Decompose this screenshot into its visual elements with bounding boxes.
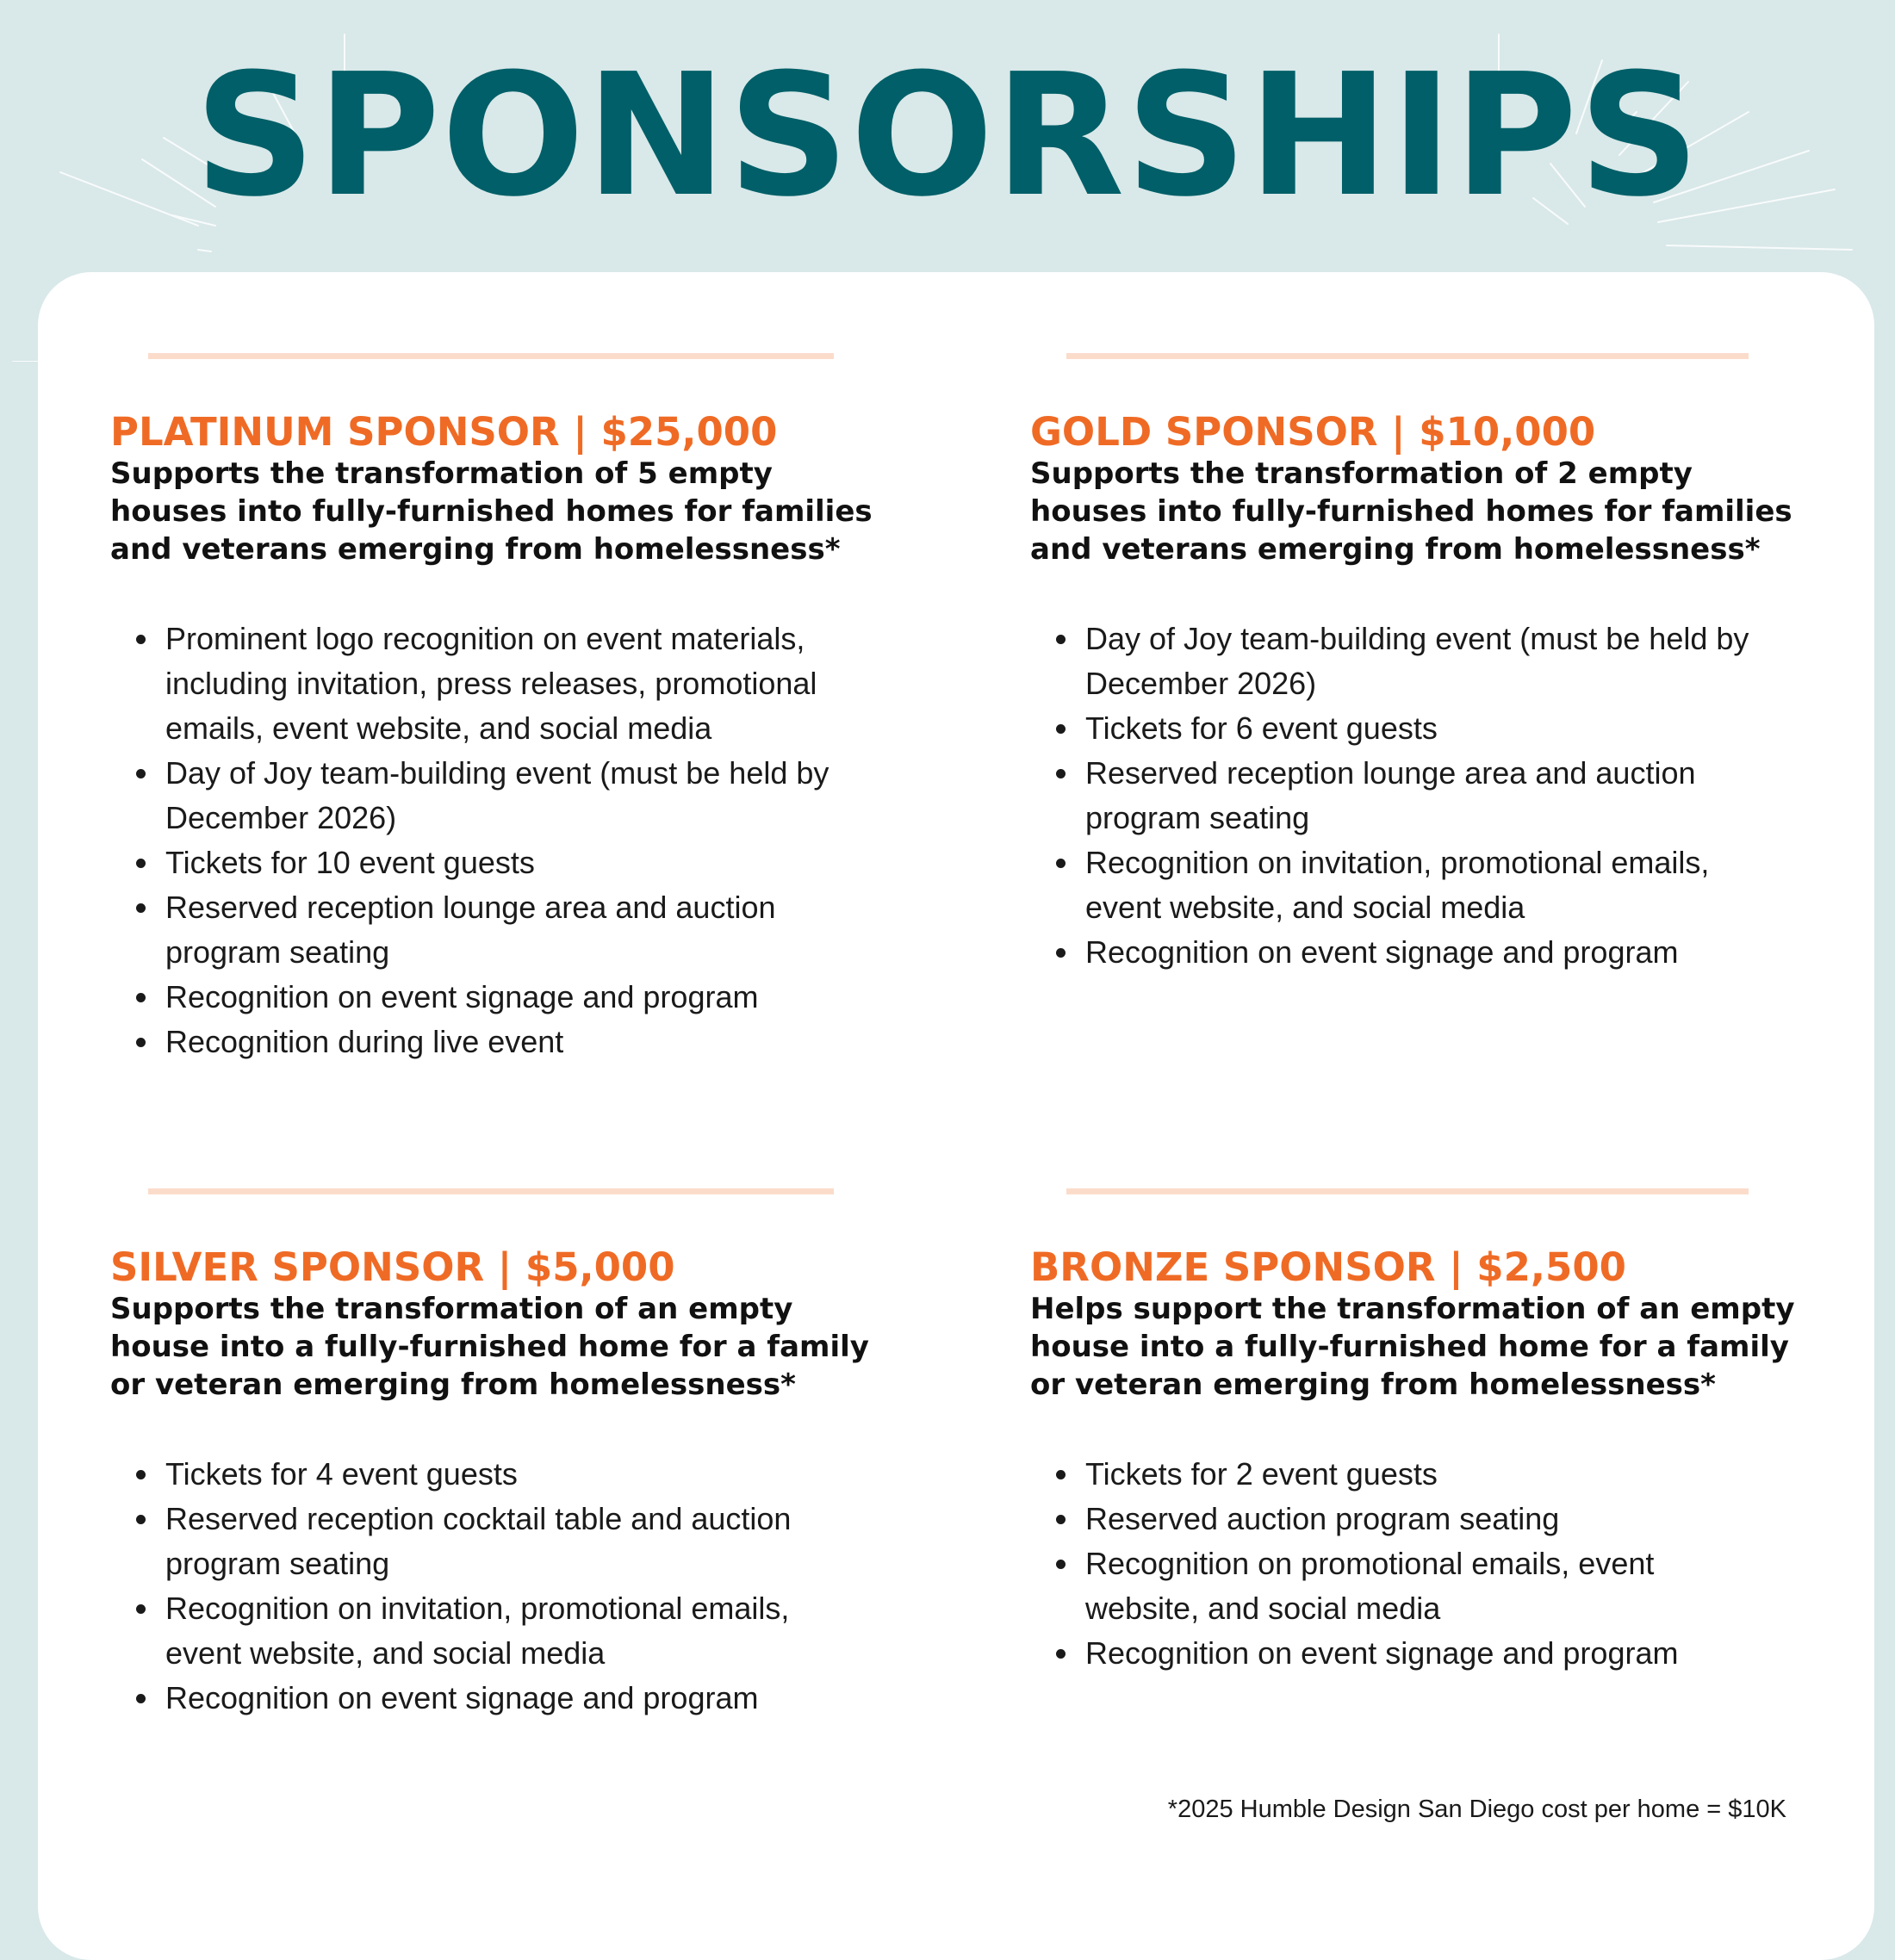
tier-title: GOLD SPONSOR | $10,000 <box>1030 409 1596 455</box>
footnote: *2025 Humble Design San Diego cost per home = $10K <box>1167 1796 1786 1823</box>
benefit-item: Recognition during live event <box>165 1020 854 1064</box>
tier-title: PLATINUM SPONSOR | $25,000 <box>110 409 778 455</box>
tier-divider <box>1066 353 1749 359</box>
tier-divider <box>148 1188 834 1194</box>
benefits-list <box>1030 1452 1788 1676</box>
benefit-item: Day of Joy team-building event (must be held by December 2026) <box>165 751 854 840</box>
tier-gold <box>1030 353 1792 975</box>
benefit-item: Recognition on promotional emails, event website, and social media <box>1085 1541 1774 1631</box>
tier-description: Supports the transformation of an empty house into a fully-furnished home for a family or veteran emerging from homelessness* <box>110 1292 869 1403</box>
benefit-item: Tickets for 4 event guests <box>165 1452 854 1497</box>
benefit-item: Recognition on event signage and program <box>1085 930 1774 975</box>
benefits-list <box>110 1452 868 1721</box>
tier-title: SILVER SPONSOR | $5,000 <box>110 1244 675 1290</box>
benefit-item: Reserved reception lounge area and auction program seating <box>165 885 854 975</box>
benefits-list <box>110 617 868 1064</box>
benefit-item: Recognition on invitation, promotional emails, event website, and social media <box>165 1586 854 1676</box>
tier-description: Helps support the transformation of an empty house into a fully-furnished home for a family or veteran emerging from homelessness* <box>1030 1292 1795 1403</box>
benefit-item: Recognition on invitation, promotional emails, event website, and social media <box>1085 840 1774 930</box>
benefit-item: Prominent logo recognition on event materials, including invitation, press releases, promotional emails, event website, and social media <box>165 617 854 751</box>
benefit-item: Recognition on event signage and program <box>165 1676 854 1721</box>
benefit-item: Recognition on event signage and program <box>165 975 854 1020</box>
benefit-item: Tickets for 6 event guests <box>1085 706 1774 751</box>
tier-bronze <box>1030 1188 1795 1676</box>
page-title: SPONSORSHIPS <box>194 38 1701 234</box>
benefit-item: Recognition on event signage and program <box>1085 1631 1774 1676</box>
tier-description: Supports the transformation of 5 empty houses into fully-furnished homes for families and veterans emerging from homelessness* <box>110 456 873 568</box>
tier-divider <box>1066 1188 1749 1194</box>
benefit-item: Reserved auction program seating <box>1085 1497 1774 1541</box>
tier-title: BRONZE SPONSOR | $2,500 <box>1030 1244 1626 1290</box>
tier-description: Supports the transformation of 2 empty houses into fully-furnished homes for families and veterans emerging from homelessness* <box>1030 456 1792 568</box>
benefit-item: Day of Joy team-building event (must be held by December 2026) <box>1085 617 1774 706</box>
benefit-item: Tickets for 2 event guests <box>1085 1452 1774 1497</box>
benefit-item: Tickets for 10 event guests <box>165 840 854 885</box>
tier-platinum <box>110 353 873 1064</box>
benefit-item: Reserved reception lounge area and auction program seating <box>1085 751 1774 840</box>
tier-silver <box>110 1188 868 1721</box>
tier-divider <box>148 353 834 359</box>
benefit-item: Reserved reception cocktail table and auction program seating <box>165 1497 854 1586</box>
benefits-list <box>1030 617 1788 975</box>
